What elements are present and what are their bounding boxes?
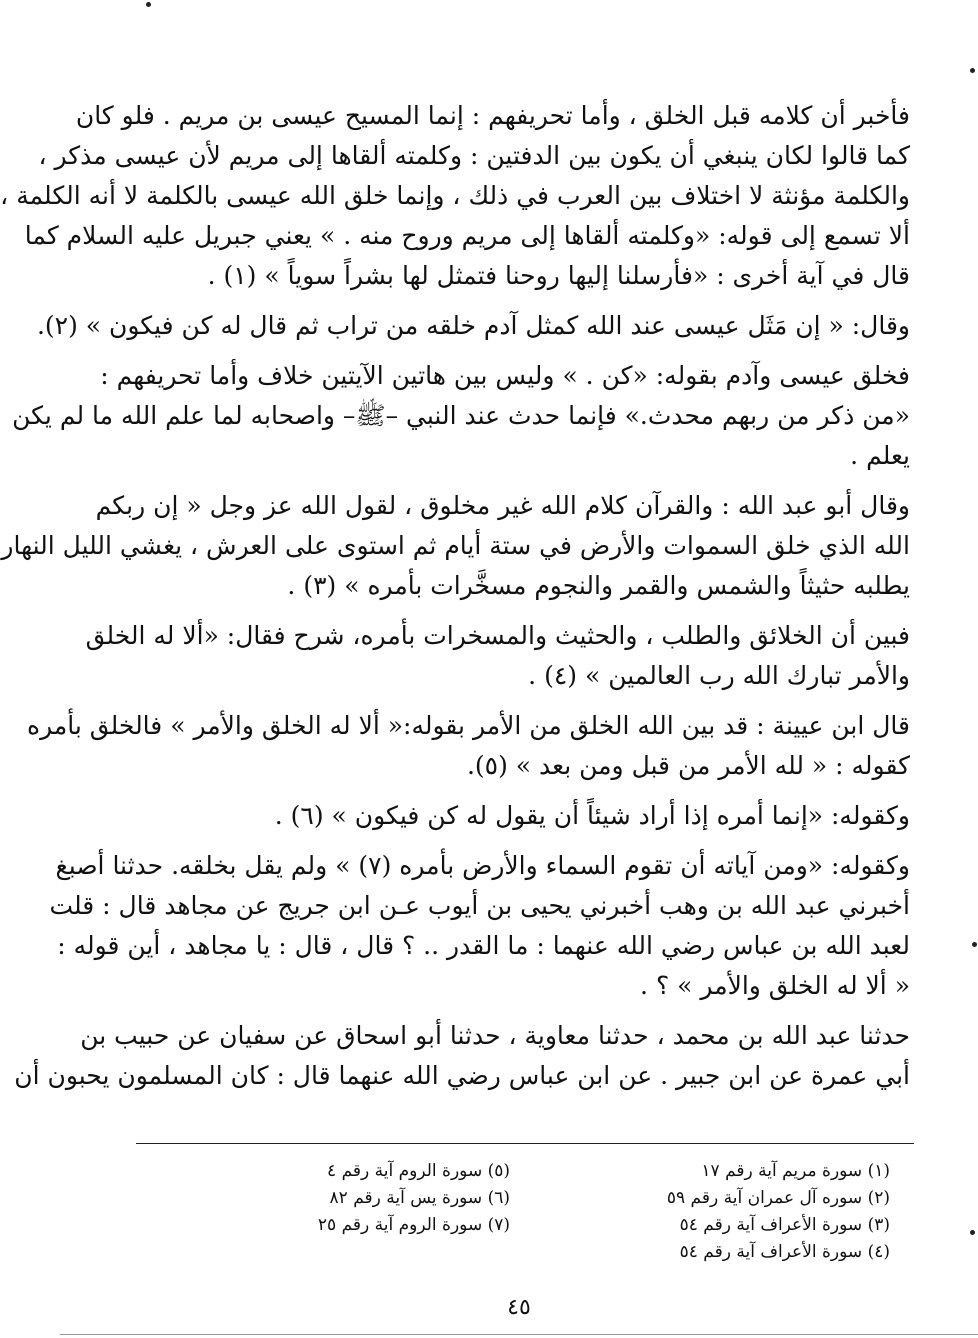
footnote: (٦) سورة يس آية رقم ٨٢ [329, 1188, 510, 1208]
paragraph-9 [14, 1016, 910, 1096]
margin-dot [972, 942, 977, 947]
text-line: « ألا له الخلق والأمر » ؟ . [640, 971, 910, 1000]
text-line: «من ذكر من ربهم محدث.» فإنما حدث عند النبي –ﷺ– واصحابه لما علم الله ما لم يكن [12, 401, 910, 430]
text-line: وقال أبو عبد الله : والقرآن كلام الله غير مخلوق ، لقول الله عز وجل « إن ربكم [95, 491, 910, 520]
paragraph-8 [49, 846, 910, 1006]
footnote: (٧) سورة الروم آية رقم ٢٥ [317, 1215, 510, 1235]
margin-dot [970, 68, 975, 73]
footnotes [160, 1158, 890, 1266]
paragraph-1 [0, 96, 910, 296]
text-line: قال في آية أخرى : «فأرسلنا إليها روحنا فتمثل لها بشراً سوياً » (١) . [207, 261, 910, 290]
footnote: (١) سورة مريم آية رقم ١٧ [701, 1161, 890, 1181]
page-number: ٤٥ [507, 1295, 531, 1320]
text-line: وقال: « إن مَثَل عيسى عند الله كمثل آدم خلقه من تراب ثم قال له كن فيكون » (٢). [36, 311, 910, 340]
margin-dot [146, 2, 151, 7]
page-body [0, 96, 910, 1096]
text-line: وكقوله: «ومن آياته أن تقوم السماء والأرض بأمره (٧) » ولم يقل بخلقه. حدثنا أصبغ [55, 851, 910, 880]
text-line: الله الذي خلق السموات والأرض في ستة أيام ثم استوى على العرش ، يغشي الليل النهار [1, 531, 910, 560]
text-line: فخلق عيسى وآدم بقوله: «كن . » وليس بين هاتين الآيتين خلاف وأما تحريفهم : [100, 361, 910, 390]
page-edge [60, 1334, 978, 1335]
paragraph-3 [12, 356, 910, 476]
text-line: لعبد الله بن عباس رضي الله عنهما : ما القدر .. ؟ قال ، قال : يا مجاهد ، أين قوله : [57, 931, 910, 960]
paragraph-6 [27, 706, 910, 786]
text-line: قال ابن عيينة : قد بين الله الخلق من الأمر بقوله:« ألا له الخلق والأمر » فالخلق بأمره [27, 711, 910, 740]
text-line: كقوله : « لله الأمر من قبل ومن بعد » (٥). [466, 751, 910, 780]
footnote: (٢) سوره آل عمران آية رقم ٥٩ [666, 1188, 890, 1208]
text-line: فأخبر أن كلامه قبل الخلق ، وأما تحريفهم : إنما المسيح عيسى بن مريم . فلو كان [75, 101, 910, 130]
text-line: يعلم . [850, 441, 910, 470]
paragraph-4 [1, 486, 910, 606]
text-line: أبي عمرة عن ابن جبير . عن ابن عباس رضي الله عنهما قال : كان المسلمون يحبون أن [14, 1061, 910, 1090]
text-line: أخبرني عبد الله بن وهب أخبرني يحيى بن أيوب عـن ابن جريج عن مجاهد قال : قلت [49, 891, 910, 920]
text-line: يطلبه حثيثاً والشمس والقمر والنجوم مسخَّرات بأمره » (٣) . [287, 571, 910, 600]
text-line: وكقوله: «إنما أمره إذا أراد شيئاً أن يقول له كن فيكون » (٦) . [274, 801, 910, 830]
text-line: والأمر تبارك الله رب العالمين » (٤) . [528, 661, 910, 690]
margin-dot [970, 1230, 975, 1235]
paragraph-7 [136, 796, 910, 836]
footnotes-left-column [170, 1158, 510, 1266]
footnote: (٤) سورة الأعراف آية رقم ٥٤ [679, 1242, 890, 1262]
text-line: ألا تسمع إلى قوله: «وكلمته ألقاها إلى مريم وروح منه . » يعني جبريل عليه السلام كما [24, 221, 910, 250]
text-line: كما قالوا لكان ينبغي أن يكون بين الدفتين : وكلمته ألقاها إلى مريم لأن عيسى مذكر ، [38, 141, 910, 170]
paragraph-2 [36, 306, 910, 346]
text-line: حدثنا عبد الله بن محمد ، حدثنا معاوية ، حدثنا أبو اسحاق عن سفيان عن حبيب بن [80, 1021, 910, 1050]
footnote-divider [136, 1143, 914, 1144]
paragraph-5 [85, 616, 910, 696]
footnote: (٣) سورة الأعراف آية رقم ٥٤ [679, 1215, 890, 1235]
footnote: (٥) سورة الروم آية رقم ٤ [327, 1161, 510, 1181]
text-line: والكلمة مؤنثة لا اختلاف بين العرب في ذلك ، وإنما خلق الله عيسى بالكلمة لا أنه الكلمة ، [0, 181, 910, 210]
text-line: فبين أن الخلائق والطلب ، والحثيث والمسخرات بأمره، شرح فقال: «ألا له الخلق [85, 621, 910, 650]
footnotes-right-column [550, 1158, 890, 1266]
